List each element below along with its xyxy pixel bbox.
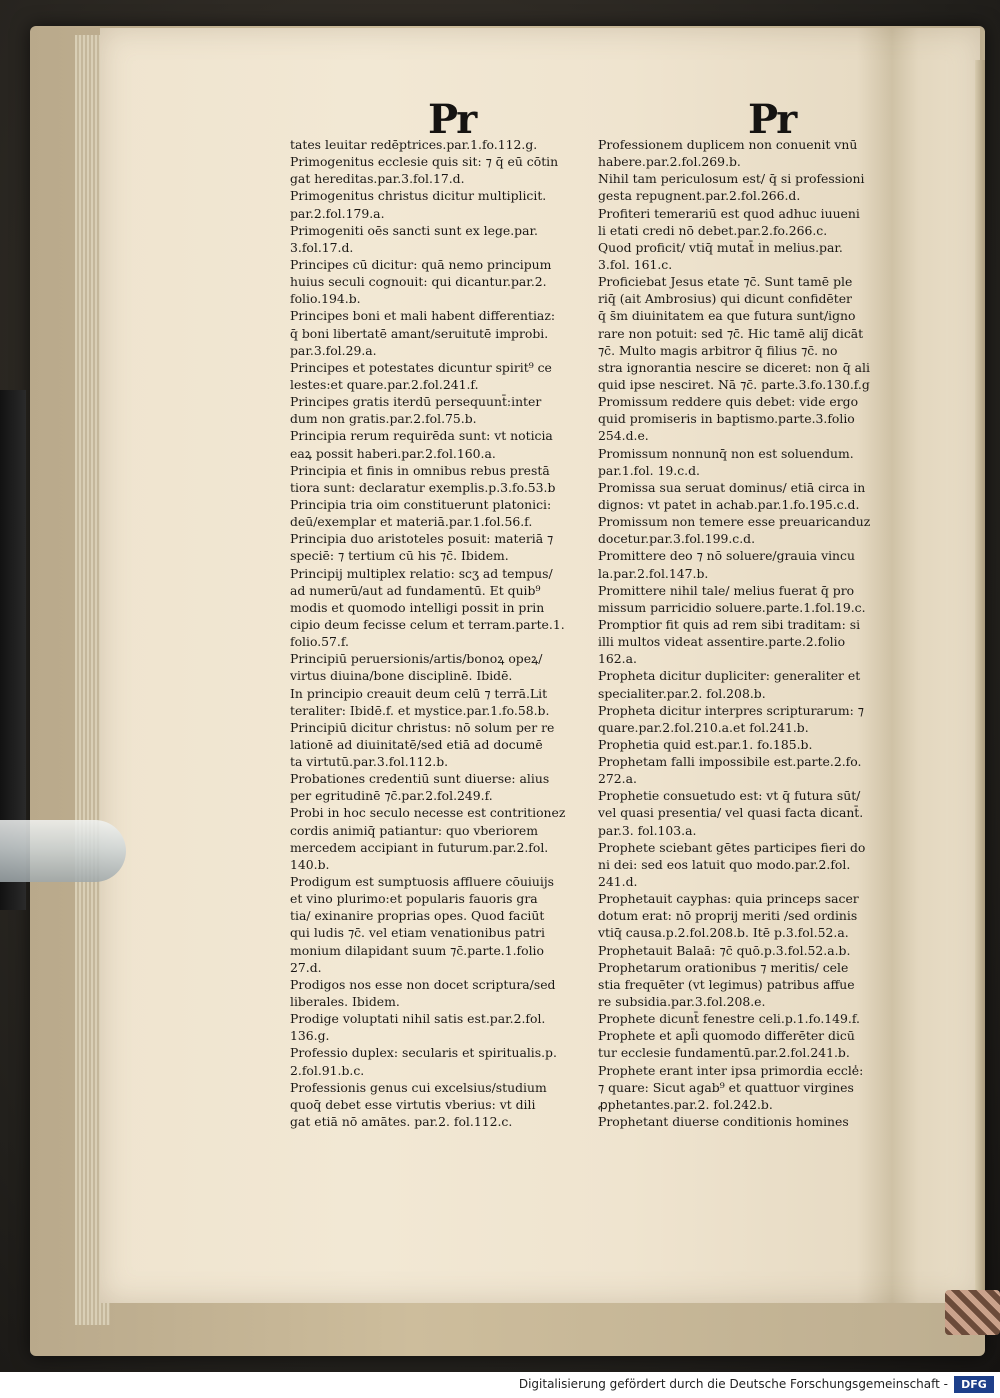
index-line: eaꝝ possit haberi.par.2.fol.160.a.: [290, 445, 496, 461]
index-line: gat etiā nō amātes. par.2. fol.112.c.: [290, 1114, 513, 1130]
index-line: per egritudinē ⁊c̄.par.2.fol.249.f.: [290, 788, 493, 804]
index-line: Promissum nonnunq̄ non est soluendum.: [598, 445, 854, 461]
index-line: tates leuitar redēptrices.par.1.fo.112.g.: [290, 137, 538, 152]
right-index-column: [598, 136, 890, 1130]
index-line: Prodige voluptati nihil satis est.par.2.fol.: [290, 1011, 546, 1027]
index-line: Professionem duplicem non conuenit vnū: [598, 137, 858, 152]
index-line: Principia rerum requirēda sunt: vt noticia: [290, 428, 553, 444]
index-line: gesta repugnent.par.2.fol.266.d.: [598, 188, 801, 204]
index-line: Promptior fit quis ad rem sibi traditam: si: [598, 616, 861, 632]
index-line: folio.57.f.: [290, 634, 349, 650]
index-line: par.3.fol.29.a.: [290, 342, 377, 358]
index-line: ⁊c̄. Multo magis arbitror q̄ filius ⁊c̄. no: [598, 342, 838, 358]
funding-notice: Digitalisierung gefördert durch die Deutsche Forschungsgemeinschaft -: [518, 1377, 948, 1391]
index-line: ta virtutū.par.3.fol.112.b.: [290, 754, 449, 770]
index-line: quare.par.2.fol.210.a.et fol.241.b.: [598, 719, 809, 735]
index-line: Propheta dicitur interpres scripturarum: ⁊: [598, 702, 864, 718]
index-line: vel quasi presentia/ vel quasi facta dicant̄.: [598, 805, 864, 821]
index-line: 140.b.: [290, 856, 330, 872]
index-line: Professio duplex: secularis et spiritualis.p.: [290, 1045, 557, 1061]
index-line: tia/ exinanire proprias opes. Quod faciūt: [290, 908, 545, 924]
footer-bar: [0, 1372, 1000, 1398]
index-line: 136.g.: [290, 1028, 330, 1044]
index-line: Prophete dicunt̄ fenestre celi.p.1.fo.149.f.: [598, 1011, 860, 1027]
index-line: Principiū peruersionis/artis/bonoꝝ opeꝝ/: [290, 651, 543, 667]
index-line: 272.a.: [598, 771, 637, 787]
index-line: Prophetauit cayphas: quia princeps sacer: [598, 891, 859, 907]
index-line: Prodigum est sumptuosis affluere cōuiuijs: [290, 874, 555, 890]
glass-page-holder: [0, 820, 126, 882]
index-line: Principia et finis in omnibus rebus prestā: [290, 462, 550, 478]
index-line: Principes et potestates dicuntur spirit⁹ ce: [290, 359, 552, 375]
bookmark-ribbon: [945, 1290, 1000, 1335]
right-running-header: Pr: [748, 96, 796, 143]
index-line: 3.fol. 161.c.: [598, 256, 673, 272]
index-line: Primogenitus ecclesie quis sit: ⁊ q̄ eū cōtin: [290, 154, 559, 170]
index-line: Principiū dicitur christus: nō solum per re: [290, 719, 555, 735]
index-line: mercedem accipiant in futurum.par.2.fol.: [290, 839, 549, 855]
index-line: Prophetia quid est.par.1. fo.185.b.: [598, 736, 813, 752]
index-line: gat hereditas.par.3.fol.17.d.: [290, 171, 465, 187]
index-line: ⁊ quare: Sicut agab⁹ et quattuor virgines: [598, 1079, 854, 1095]
index-line: et vino plurimo:et popularis fauoris gra: [290, 891, 538, 907]
index-line: 27.d.: [290, 959, 322, 975]
index-line: Prophetarum orationibus ⁊ meritis/ cele: [598, 959, 849, 975]
index-line: missum parricidio soluere.parte.1.fol.19.c.: [598, 599, 866, 615]
index-line: teraliter: Ibidē.f. et mystice.par.1.fo.58.b.: [290, 702, 550, 718]
index-line: 3.fol.17.d.: [290, 239, 354, 255]
index-line: Principia tria oim constituerunt platonici:: [290, 496, 552, 512]
index-line: par.2.fol.179.a.: [290, 205, 385, 221]
index-line: Prophete erant inter ipsa primordia eccle̾:: [598, 1062, 864, 1078]
index-line: lationē ad diuinitatē/sed etiā ad documē: [290, 736, 543, 752]
index-line: illi multos videat assentire.parte.2.folio: [598, 634, 846, 650]
index-line: liberales. Ibidem.: [290, 994, 400, 1010]
index-line: qui ludis ⁊c̄. vel etiam venationibus patri: [290, 925, 545, 941]
index-line: li etati credi nō debet.par.2.fo.266.c.: [598, 222, 828, 238]
index-line: dignos: vt patet in achab.par.1.fo.195.c.d.: [598, 496, 860, 512]
index-line: Professionis genus cui excelsius/studium: [290, 1079, 547, 1095]
index-line: ad numerū/aut ad fundamentū. Et quib⁹: [290, 582, 541, 598]
index-line: stia frequēter (vt legimus) patribus affue: [598, 976, 855, 992]
index-line: modis et quomodo intelligi possit in prin: [290, 599, 545, 615]
index-line: Principij multiplex relatio: scʒ ad tempus/: [290, 565, 553, 581]
index-line: vtiq̄ causa.p.2.fol.208.b. Itē p.3.fol.52.a.: [598, 925, 849, 941]
index-line: Nihil tam periculosum est/ q̄ si professioni: [598, 171, 865, 187]
index-line: ꝓphetantes.par.2. fol.242.b.: [598, 1096, 773, 1112]
index-line: Proficiebat Jesus etate ⁊c̄. Sunt tamē ple: [598, 274, 853, 290]
index-line: quoq̄ debet esse virtutis vberius: vt dili: [290, 1096, 536, 1112]
index-line: deū/exemplar et materiā.par.1.fol.56.f.: [290, 514, 533, 530]
index-line: 2.fol.91.b.c.: [290, 1062, 365, 1078]
index-line: Prophetie consuetudo est: vt q̄ futura sūt/: [598, 788, 861, 804]
index-line: specialiter.par.2. fol.208.b.: [598, 685, 766, 701]
index-line: par.1.fol. 19.c.d.: [598, 462, 700, 478]
index-line: q̄ boni libertatē amant/seruitutē improbi.: [290, 325, 549, 341]
index-line: Principia duo aristoteles posuit: materiā ⁊: [290, 531, 554, 547]
index-line: Profiteri temerariū est quod adhuc iuueni: [598, 205, 860, 221]
index-line: virtus diuina/bone disciplinē. Ibidē.: [290, 668, 513, 684]
index-line: speciē: ⁊ tertium cū his ⁊c̄. Ibidem.: [290, 548, 509, 564]
index-line: Promissa sua seruat dominus/ etiā circa in: [598, 479, 866, 495]
index-line: re subsidia.par.3.fol.208.e.: [598, 994, 766, 1010]
facing-page-edge: [975, 60, 985, 1300]
index-line: 241.d.: [598, 874, 638, 890]
index-line: q̄ s̄m diuinitatem ea que futura sunt/igno: [598, 308, 856, 324]
index-line: Prophete sciebant gētes participes fieri do: [598, 839, 866, 855]
index-line: Promissum non temere esse preuaricanduz: [598, 514, 871, 530]
index-line: quid ipse nesciret. Nā ⁊c̄. parte.3.fo.130.f.g: [598, 376, 870, 392]
index-line: Propheta dicitur dupliciter: generaliter et: [598, 668, 861, 684]
index-line: Prodigos nos esse non docet scriptura/sed: [290, 976, 556, 992]
index-line: stra ignorantia nescire se diceret: non q̄ ali: [598, 359, 870, 375]
index-line: Promissum reddere quis debet: vide ergo: [598, 394, 859, 410]
index-line: rare non potuit: sed ⁊c̄. Hic tamē aliȷ̄ dicāt: [598, 325, 864, 341]
index-line: huius seculi cognouit: qui dicantur.par.2.: [290, 274, 547, 290]
index-line: Prophetam falli impossibile est.parte.2.fo.: [598, 754, 862, 770]
dfg-logo[interactable]: DFG: [954, 1376, 994, 1393]
index-line: Prophetauit Balaā: ⁊c̄ quō.p.3.fol.52.a.b.: [598, 942, 851, 958]
index-line: Probationes credentiū sunt diuerse: alius: [290, 771, 550, 787]
index-line: dotum erat: nō proprij meriti /sed ordinis: [598, 908, 858, 924]
index-line: tiora sunt: declaratur exemplis.p.3.fo.53.b: [290, 479, 556, 495]
index-line: monium dilapidant suum ⁊c̄.parte.1.folio: [290, 942, 544, 958]
index-line: Probi in hoc seculo necesse est contritionez: [290, 805, 566, 821]
index-line: folio.194.b.: [290, 291, 361, 307]
index-line: habere.par.2.fol.269.b.: [598, 154, 741, 170]
index-line: Principes gratis iterdū persequunt̄:inter: [290, 394, 542, 410]
index-line: par.3. fol.103.a.: [598, 822, 697, 838]
index-line: dum non gratis.par.2.fol.75.b.: [290, 411, 477, 427]
index-line: quid promiseris in baptismo.parte.3.folio: [598, 411, 855, 427]
index-line: Prophetant diuerse conditionis homines: [598, 1114, 849, 1130]
left-index-column: [290, 136, 582, 1130]
index-line: 254.d.e.: [598, 428, 649, 444]
index-line: Principes boni et mali habent differentiaz:: [290, 308, 556, 324]
index-line: la.par.2.fol.147.b.: [598, 565, 709, 581]
index-line: riq̄ (ait Ambrosius) qui dicunt confidēter: [598, 291, 852, 307]
index-line: Principes cū dicitur: quā nemo principum: [290, 256, 552, 272]
index-line: Prophete et apl̄i quomodo differēter dicū: [598, 1028, 855, 1044]
index-line: ni dei: sed eos latuit quo modo.par.2.fol.: [598, 856, 851, 872]
index-line: In principio creauit deum celū ⁊ terrā.Lit: [290, 685, 548, 701]
index-line: Promittere nihil tale/ melius fuerat q̄ pro: [598, 582, 855, 598]
index-line: lestes:et quare.par.2.fol.241.f.: [290, 376, 479, 392]
index-line: 162.a.: [598, 651, 637, 667]
index-line: cordis animiq̄ patiantur: quo vberiorem: [290, 822, 538, 838]
index-line: tur ecclesie fundamentū.par.2.fol.241.b.: [598, 1045, 850, 1061]
index-line: cipio deum fecisse celum et terram.parte.1.: [290, 616, 565, 632]
index-line: Quod proficit/ vtiq̄ mutat̄ in melius.par.: [598, 239, 843, 255]
index-line: docetur.par.3.fol.199.c.d.: [598, 531, 756, 547]
index-line: Primogeniti oēs sancti sunt ex lege.par.: [290, 222, 538, 238]
index-line: Primogenitus christus dicitur multiplicit.: [290, 188, 547, 204]
left-running-header: Pr: [428, 96, 476, 143]
index-line: Promittere deo ⁊ nō soluere/grauia vincu: [598, 548, 855, 564]
